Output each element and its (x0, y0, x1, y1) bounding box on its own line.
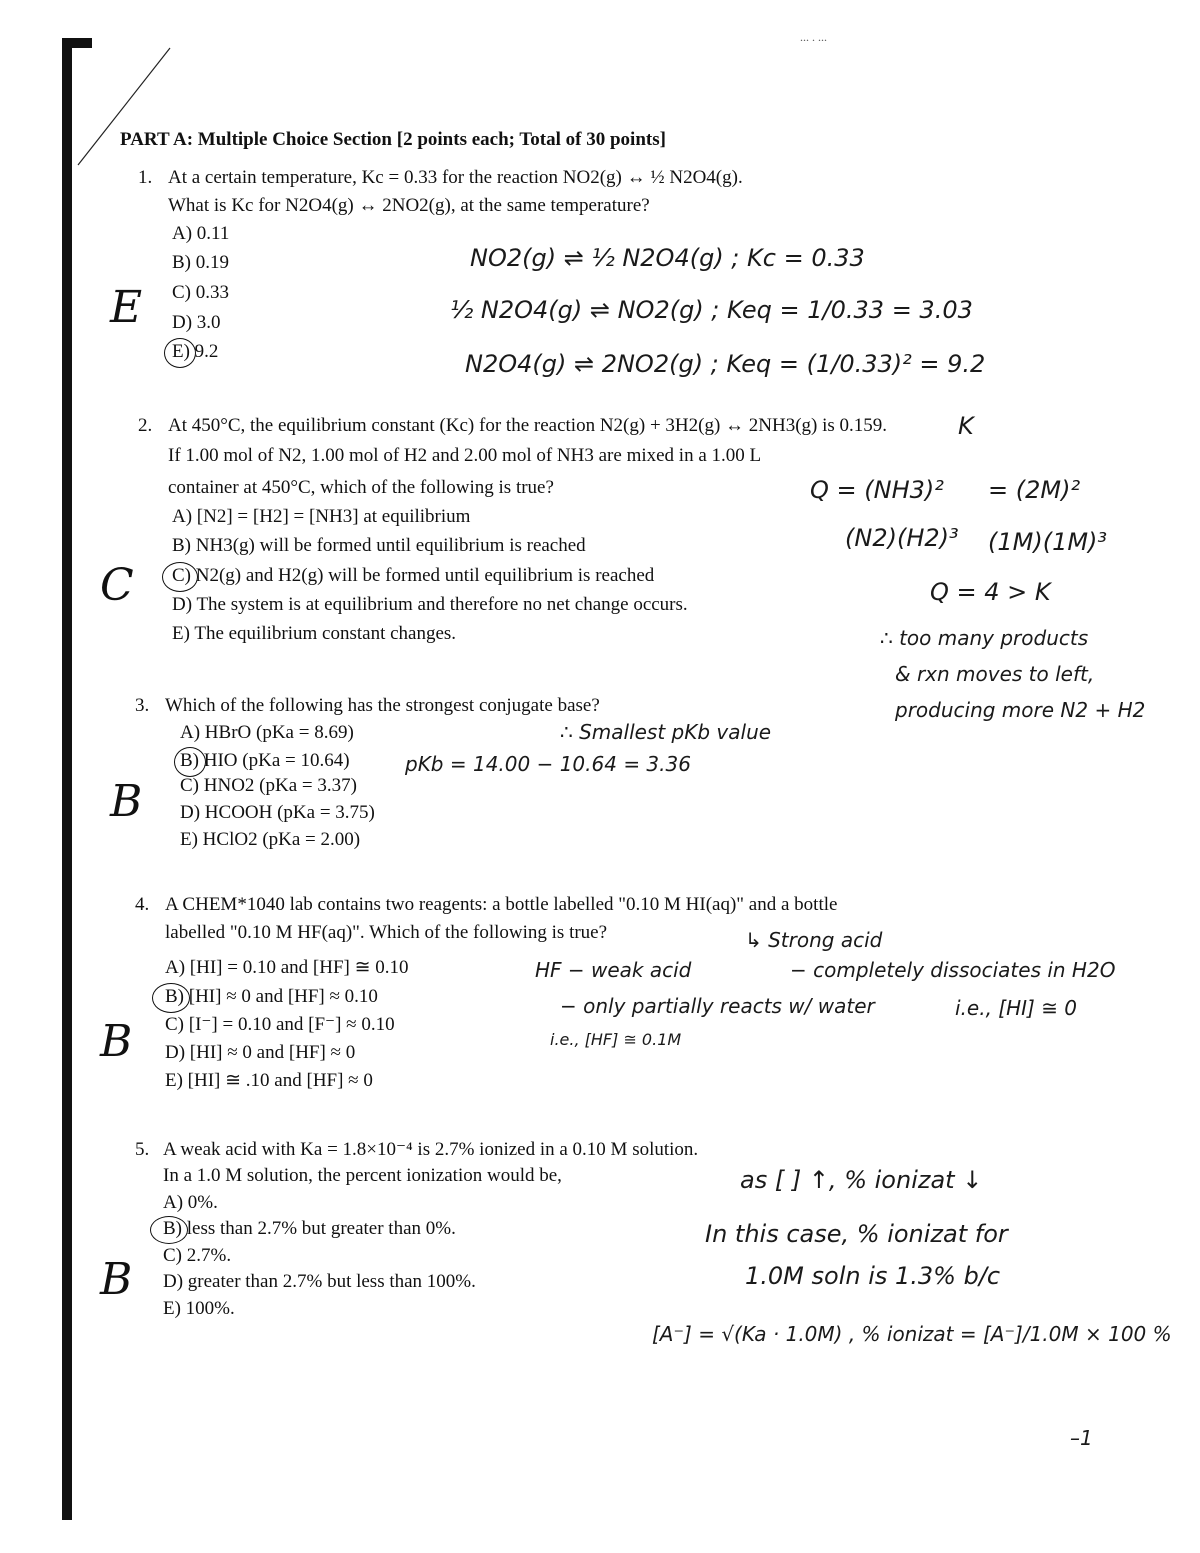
work-line: ↳ Strong acid (745, 928, 883, 952)
option-d[interactable]: D) 3.0 (172, 312, 221, 333)
option-c[interactable]: C) 2.7%. (163, 1245, 232, 1266)
option-a[interactable]: A) [N2] = [H2] = [NH3] at equilibrium (172, 506, 471, 527)
answer-circle (174, 747, 206, 777)
work-line: as [ ] ↑, % ionizat ↓ (740, 1166, 983, 1194)
question-text: container at 450°C, which of the following is true? (168, 477, 554, 498)
work-line: i.e., [HF] ≅ 0.1M (550, 1030, 682, 1049)
work-line: (1M)(1M)³ (988, 528, 1108, 556)
option-a[interactable]: A) 0%. (163, 1192, 218, 1213)
answer-letter: B (100, 1254, 133, 1305)
question-number: 5. (135, 1139, 150, 1160)
page-edge-bar (62, 38, 72, 1520)
option-a[interactable]: A) [HI] = 0.10 and [HF] ≅ 0.10 (165, 957, 409, 978)
question-text: In a 1.0 M solution, the percent ionization would be, (163, 1165, 562, 1186)
work-line: [A⁻] = √(Ka · 1.0M) , % ionizat = [A⁻]/1.0M × 100 % (652, 1322, 1172, 1346)
work-line: ∴ Smallest pKb value (560, 720, 772, 744)
answer-circle (162, 562, 198, 592)
option-c[interactable]: C) N2(g) and H2(g) will be formed until equilibrium is reached (172, 565, 655, 586)
question-text: Which of the following has the strongest conjugate base? (165, 695, 600, 716)
work-line: 1.0M soln is 1.3% b/c (745, 1262, 1001, 1290)
answer-letter: B (110, 776, 143, 827)
work-line: − completely dissociates in H2O (790, 958, 1116, 982)
question-text: At 450°C, the equilibrium constant (Kc) for the reaction N2(g) + 3H2(g) ↔ 2NH3(g) is 0.159. (168, 415, 888, 436)
option-d[interactable]: D) The system is at equilibrium and therefore no net change occurs. (172, 594, 688, 615)
question-number: 1. (138, 167, 153, 188)
answer-letter: E (110, 282, 143, 333)
work-line: NO2(g) ⇌ ½ N2O4(g) ; Kc = 0.33 (470, 244, 865, 272)
question-text: A CHEM*1040 lab contains two reagents: a bottle labelled "0.10 M HI(aq)" and a bottle (165, 894, 838, 915)
work-line: = (2M)² (988, 476, 1081, 504)
answer-letter: C (100, 560, 134, 611)
option-c[interactable]: C) 0.33 (172, 282, 229, 303)
work-line: − only partially reacts w/ water (560, 994, 875, 1018)
option-e[interactable]: E) The equilibrium constant changes. (172, 623, 457, 644)
option-c[interactable]: C) HNO2 (pKa = 3.37) (180, 775, 357, 796)
work-line: ½ N2O4(g) ⇌ NO2(g) ; Keq = 1/0.33 = 3.03 (450, 296, 973, 324)
option-d[interactable]: D) HCOOH (pKa = 3.75) (180, 802, 375, 823)
option-c[interactable]: C) [I⁻] = 0.10 and [F⁻] ≈ 0.10 (165, 1014, 395, 1035)
option-b[interactable]: B) [HI] ≈ 0 and [HF] ≈ 0.10 (165, 986, 378, 1007)
option-a[interactable]: A) 0.11 (172, 223, 230, 244)
section-title: PART A: Multiple Choice Section [2 points each; Total of 30 points] (120, 129, 666, 150)
work-line: producing more N2 + H2 (895, 698, 1146, 722)
work-line: HF − weak acid (535, 958, 692, 982)
work-line: i.e., [HI] ≅ 0 (955, 996, 1078, 1020)
work-line: (N2)(H2)³ (845, 524, 959, 552)
work-line: K (958, 412, 974, 440)
work-line: ∴ too many products (880, 626, 1089, 650)
option-b[interactable]: B) NH3(g) will be formed until equilibrium is reached (172, 535, 586, 556)
option-b[interactable]: B) 0.19 (172, 252, 229, 273)
page-mark: –1 (1070, 1426, 1093, 1450)
question-text: labelled "0.10 M HF(aq)". Which of the following is true? (165, 922, 608, 943)
question-text: At a certain temperature, Kc = 0.33 for the reaction NO2(g) ↔ ½ N2O4(g). (168, 167, 743, 188)
option-b[interactable]: B) HIO (pKa = 10.64) (180, 750, 350, 771)
option-d[interactable]: D) greater than 2.7% but less than 100%. (163, 1271, 476, 1292)
question-text: If 1.00 mol of N2, 1.00 mol of H2 and 2.00 mol of NH3 are mixed in a 1.00 L (168, 445, 762, 466)
question-text: A weak acid with Ka = 1.8×10⁻⁴ is 2.7% ionized in a 0.10 M solution. (163, 1139, 699, 1160)
work-line: Q = (NH3)² (810, 476, 944, 504)
option-e[interactable]: E) HClO2 (pKa = 2.00) (180, 829, 361, 850)
question-text: What is Kc for N2O4(g) ↔ 2NO2(g), at the same temperature? (168, 195, 650, 216)
work-line: pKb = 14.00 − 10.64 = 3.36 (405, 752, 691, 776)
answer-letter: B (100, 1016, 133, 1067)
answer-circle (152, 983, 190, 1013)
work-line: Q = 4 > K (930, 578, 1051, 606)
top-dots: ... . ... (800, 30, 827, 44)
option-e[interactable]: E) [HI] ≅ .10 and [HF] ≈ 0 (165, 1070, 373, 1091)
question-number: 4. (135, 894, 150, 915)
work-line: & rxn moves to left, (895, 662, 1095, 686)
option-d[interactable]: D) [HI] ≈ 0 and [HF] ≈ 0 (165, 1042, 356, 1063)
option-e[interactable]: E) 9.2 (172, 341, 219, 362)
answer-circle (150, 1216, 188, 1244)
option-e[interactable]: E) 100%. (163, 1298, 235, 1319)
question-number: 2. (138, 415, 153, 436)
work-line: In this case, % ionizat for (705, 1220, 1008, 1248)
work-line: N2O4(g) ⇌ 2NO2(g) ; Keq = (1/0.33)² = 9.2 (465, 350, 986, 378)
option-a[interactable]: A) HBrO (pKa = 8.69) (180, 722, 354, 743)
option-b[interactable]: B) less than 2.7% but greater than 0%. (163, 1218, 456, 1239)
question-number: 3. (135, 695, 150, 716)
answer-circle (164, 338, 196, 368)
